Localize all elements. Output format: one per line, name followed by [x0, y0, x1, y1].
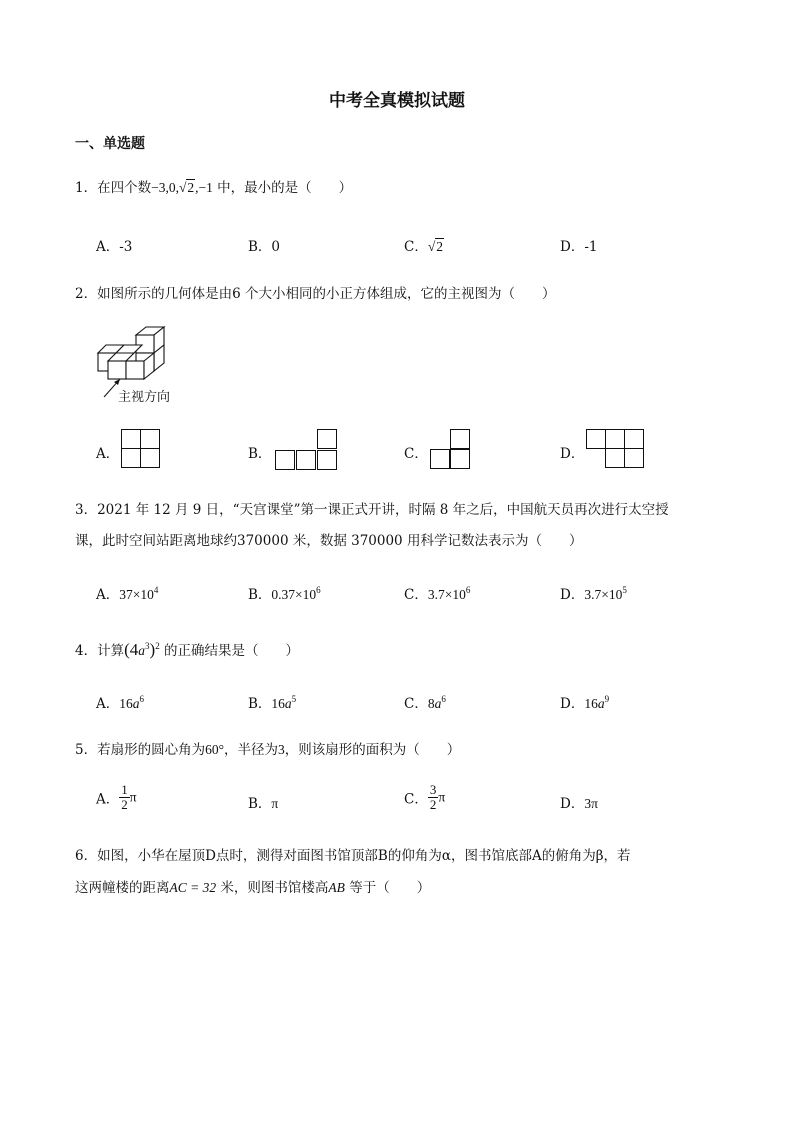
option-exponent: 5 [291, 694, 297, 704]
square [605, 448, 625, 468]
q1-option-c[interactable] [404, 235, 444, 255]
option-value: 2 [436, 239, 444, 254]
q1-nums-a: −3,0, [151, 180, 179, 195]
q3-option-b[interactable] [248, 583, 321, 603]
option-label: A． [96, 446, 120, 462]
option-base: 37×10 [119, 587, 154, 602]
q1-suffix: 中，最小的是（ ） [212, 180, 353, 196]
square [317, 429, 337, 449]
q5-option-c[interactable] [404, 783, 445, 812]
option-label: B． [248, 796, 272, 812]
option-exponent: 5 [622, 585, 627, 595]
square [450, 429, 470, 449]
option-coef: 8 [427, 696, 435, 711]
option-value: 3π [584, 796, 598, 811]
q4-option-b[interactable] [248, 692, 296, 712]
q5-radius: 3 [278, 742, 285, 757]
q1-sqrt-sign: √ [178, 180, 187, 195]
option-label: B． [248, 446, 272, 462]
q2-option-b[interactable] [248, 442, 271, 462]
figure-caption: 主视方向 [118, 390, 171, 405]
fraction-numerator: 1 [121, 782, 128, 797]
q5-middle: ，半径为 [224, 742, 278, 758]
option-label: C． [404, 446, 428, 462]
option-base: 3.7×10 [584, 587, 623, 602]
q4-option-a[interactable] [96, 692, 144, 712]
option-coef: 16 [119, 696, 133, 711]
q4-prefix: 4．计算 [75, 643, 125, 659]
q4-inner-exp: 3 [145, 641, 150, 651]
option-value: -1 [584, 239, 598, 255]
question-6-line-1: 6．如图，小华在屋顶D点时，测得对面图书馆顶部B的仰角为α，图书馆底部A的俯角为β，若 [75, 848, 631, 864]
option-value: 0 [271, 239, 281, 255]
q1-option-d[interactable] [560, 235, 597, 255]
question-6-line-2 [75, 878, 430, 898]
q4-option-c[interactable] [404, 692, 446, 712]
option-coef: 16 [271, 696, 285, 711]
section-heading: 一、单选题 [75, 136, 145, 152]
square [140, 429, 160, 449]
option-exponent: 6 [316, 585, 321, 595]
question-4 [75, 636, 299, 661]
option-label: C． [404, 587, 428, 603]
q5-option-a[interactable] [96, 783, 137, 812]
q1-prefix: 1．在四个数 [75, 180, 152, 196]
q5-option-b[interactable] [248, 792, 278, 812]
square [430, 449, 450, 469]
question-3-line-2: 课，此时空间站距离地球约370000 米，数据 370000 用科学记数法表示为（ ） [75, 533, 583, 549]
q1-option-b[interactable] [248, 235, 280, 255]
option-base: 3.7×10 [427, 587, 466, 602]
q2-option-c[interactable] [404, 442, 428, 462]
q6-text-a: 这两幢楼的距离 [75, 880, 170, 896]
fraction-denominator: 2 [121, 797, 128, 812]
q4-option-d[interactable] [560, 692, 609, 712]
q4-expr-open: (4 [124, 640, 139, 659]
option-value: -3 [119, 239, 133, 255]
option-label: C． [404, 696, 428, 712]
option-label: B． [248, 587, 272, 603]
question-1 [75, 178, 352, 198]
option-var: a [132, 696, 140, 711]
option-tail: π [129, 789, 137, 805]
option-label: C． [404, 791, 428, 808]
q4-outer-exp: 2 [155, 641, 160, 651]
q6-text-b: 米，则图书馆楼高 [216, 880, 329, 896]
q1-sqrt-radicand: 2 [187, 180, 195, 195]
question-2: 2．如图所示的几何体是由6 个大小相同的小正方体组成，它的主视图为（ ） [75, 286, 556, 302]
square [121, 448, 141, 468]
q3-option-a[interactable] [96, 583, 158, 603]
q4-suffix: 的正确结果是（ ） [159, 643, 299, 659]
option-exponent: 6 [465, 585, 471, 595]
option-label: A． [96, 696, 120, 712]
square [140, 448, 160, 468]
option-label: B． [248, 239, 272, 255]
q6-expr: AC = 32 [169, 880, 217, 895]
option-label: D． [560, 587, 585, 603]
option-exponent: 4 [153, 585, 159, 595]
square [624, 448, 644, 468]
option-tail: π [438, 789, 446, 805]
square [450, 449, 470, 469]
option-exponent: 6 [441, 694, 446, 704]
option-exponent: 9 [604, 694, 610, 704]
option-var: a [434, 696, 442, 711]
option-var: a [284, 696, 292, 711]
option-label: C． [404, 239, 428, 255]
q5-suffix: ，则该扇形的面积为（ ） [284, 742, 461, 758]
question-3-line-1: 3．2021 年 12 月 9 日，“天宫课堂”第一课正式开讲，时隔 8 年之后，中国航天员再次进行太空授 [75, 502, 669, 518]
option-label: D． [560, 239, 585, 255]
square [296, 450, 316, 470]
q5-angle: 60° [205, 742, 224, 757]
option-exponent: 6 [139, 694, 144, 704]
option-label: D． [560, 446, 585, 462]
page-title: 中考全真模拟试题 [329, 91, 465, 111]
q2-option-a[interactable] [96, 442, 119, 462]
q5-option-d[interactable] [560, 792, 598, 812]
option-coef: 16 [584, 696, 598, 711]
q4-expr-var: a [138, 643, 146, 658]
question-5 [75, 740, 460, 760]
square [317, 450, 337, 470]
option-label: B． [248, 696, 272, 712]
q5-prefix: 5．若扇形的圆心角为 [75, 742, 206, 758]
option-label: A． [96, 239, 120, 255]
option-value: π [271, 796, 279, 811]
fraction-numerator: 3 [429, 782, 437, 797]
option-base: 0.37×10 [271, 587, 317, 602]
q6-text-c: 等于（ ） [344, 880, 431, 896]
square [586, 429, 606, 449]
q3-option-c[interactable] [404, 583, 470, 603]
square [605, 429, 625, 449]
q2-option-d[interactable] [560, 442, 584, 462]
square [121, 429, 141, 449]
sqrt-sign: √ [427, 239, 436, 254]
q4-expr-close: ) [149, 640, 156, 659]
square [275, 450, 295, 470]
q6-ab: AB [328, 880, 345, 895]
q3-option-d[interactable] [560, 583, 627, 603]
option-label: A． [96, 587, 120, 603]
option-label: D． [560, 696, 585, 712]
square [624, 429, 644, 449]
q1-option-a[interactable] [96, 235, 132, 255]
fraction-denominator: 2 [429, 797, 437, 812]
option-var: a [597, 696, 605, 711]
option-label: A． [96, 791, 120, 808]
option-label: D． [560, 796, 585, 812]
q1-nums-b: ,−1 [195, 180, 213, 195]
